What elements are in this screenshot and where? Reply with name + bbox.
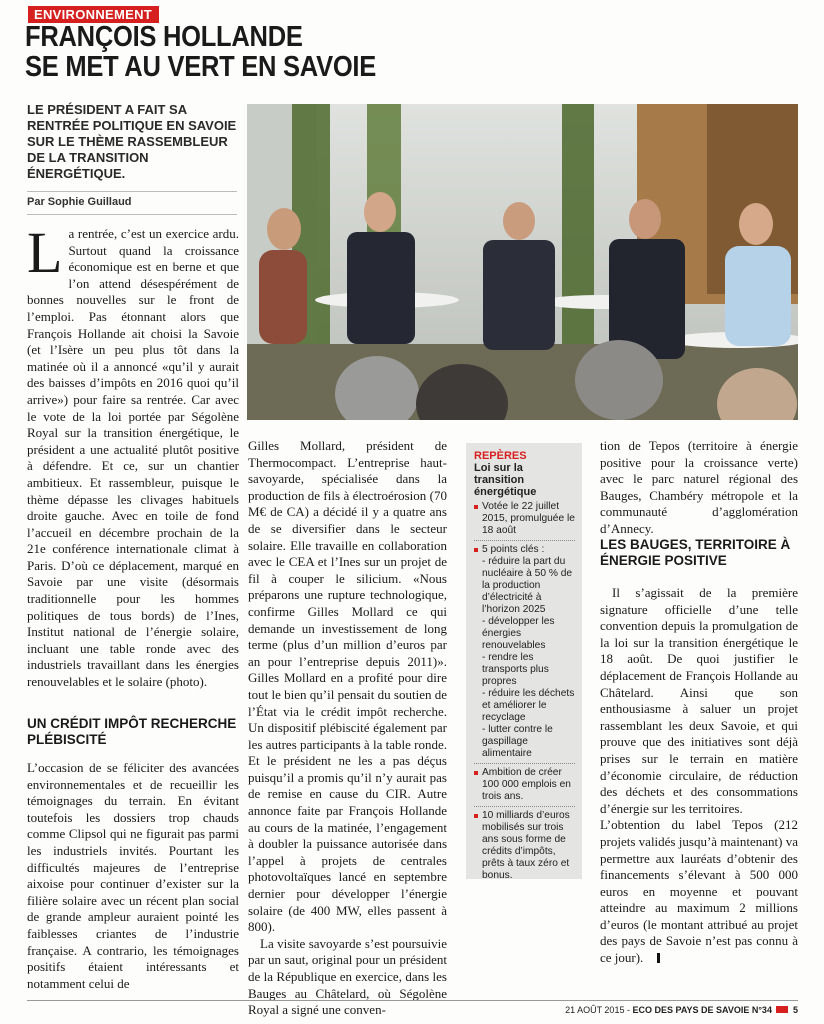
- sidebar-item: Votée le 22 juillet 2015, promulguée le 18 août: [474, 501, 575, 537]
- reperes-sidebar: [466, 443, 582, 879]
- paragraph: tion de Tepos (territoire à énergie positive pour la croissance verte) avec le parc naturel régional des Bauges, Chambéry métropole et la communauté d’agglomération d’Annecy.: [600, 438, 798, 536]
- page-footer: [565, 1005, 798, 1015]
- page-number: 5: [792, 1005, 798, 1015]
- paragraph: La visite savoyarde s’est poursuivie par un saut, original pour un président de la République en exercice, dans les Bauges au Châtelard, où Ségolène Royal a signé une conven-: [248, 935, 447, 1018]
- paragraph-text: L’obtention du label Tepos (212 projets validés jusqu’à maintenant) va permettre aux lauréats d’obtenir des financements s’élevant à 500 000 euros en moyenne et pouvant atteindre au maximum 2 millions d’euros (le montant attribué au projet des pays de Savoie n’est pas connu à ce jour).: [600, 817, 798, 966]
- divider: [474, 763, 575, 764]
- article-photo: [247, 104, 798, 420]
- paragraph: [600, 817, 798, 966]
- column-4: [600, 438, 798, 538]
- divider: [474, 806, 575, 807]
- footer-divider: [27, 1000, 798, 1001]
- end-of-article-mark: [657, 953, 660, 963]
- column-1: [27, 220, 239, 691]
- sidebar-subitem: - développer les énergies renouvelables: [482, 616, 555, 651]
- footer-publication: ECO DES PAYS DE SAVOIE N°34: [632, 1005, 772, 1015]
- column-1-continued: [27, 760, 239, 992]
- byline-divider: [27, 191, 237, 192]
- sidebar-item: 10 milliards d’euros mobilisés sur trois ans sous forme de crédits d’impôts, prêts à taux zéro et bonus.: [474, 810, 575, 882]
- sidebar-subtitle: Loi sur la transition énergétique: [474, 462, 537, 498]
- sidebar-subitem: - réduire la part du nucléaire à 50 % de la production d’électricité à l’horizon 2025: [482, 556, 573, 615]
- subheading: LES BAUGES, TERRITOIRE À ÉNERGIE POSITIVE: [600, 537, 791, 568]
- subheading: UN CRÉDIT IMPÔT RECHERCHE PLÉBISCITÉ: [27, 716, 237, 747]
- column-2: [248, 438, 447, 1019]
- sidebar-subitem: - réduire les déchets et améliorer le recyclage: [482, 688, 575, 723]
- section-rubric: ENVIRONNEMENT: [28, 6, 159, 23]
- sidebar-title: REPÈRES: [474, 450, 527, 462]
- standfirst: LE PRÉSIDENT A FAIT SA RENTRÉE POLITIQUE EN SAVOIE SUR LE THÈME RASSEMBLEUR DE LA TRANSITION ÉNERGÉTIQUE.: [27, 102, 237, 181]
- headline-line-2: SE MET AU VERT EN SAVOIE: [25, 51, 376, 83]
- paragraph: L’occasion de se féliciter des avancées environnementales et de recueillir les témoignages du terrain. En évitant toutefois les dossiers trop chauds comme Clipsol qui ne figurait pas parmi les industriels invités. Pourtant les difficultés majeures de l’entreprise aixoise pour continuer d’exister sur la filière solaire avec un récent plan social de grande ampleur auraient pointé les faiblesses criantes de l’industrie française. A contrario, les témoignages positifs étaient intéressants et notamment celui de: [27, 760, 239, 991]
- paragraph: a rentrée, c’est un exercice ardu. Surtout quand la croissance économique est en berne et que l’on attend désespérément de bonnes nouvelles sur le front de l’emploi. Pas étonnant alors que François Hollande ait choisi la Savoie (et l’Isère un peu plus tôt dans la matinée où il a annoncé «qu’il y aurait des baisses d’impôts en 2016 quoi qu’il arrive») pour faire sa rentrée. Car avec le vote de la loi portée par Ségolène Royal sur la transition énergétique, le président a une actualité plutôt positive à défendre. Et ce, sur un chantier ambitieux. Et rassembleur, puisque le thème dépasse les clivages habituels droite gauche. Avec en toile de fond l’accueil en décembre prochain de la 21e conférence internationale climat à Paris. D’où ce déplacement, marqué en Savoie par une visite (désormais traditionnelle pour les hommes politiques de tous bords) de l’Ines, Institut national de l’énergie solaire, incluant une table ronde avec des industriels travaillant dans les énergies renouvelables et le solaire (photo).: [27, 226, 239, 690]
- sidebar-subitem: - rendre les transports plus propres: [482, 652, 549, 687]
- paragraph: Gilles Mollard, président de Thermocompact. L’entreprise haut-savoyarde, spécialisée dans la production de fils à électroérosion (70 M€ de CA) a décidé il y a quatre ans de se diversifier dans le secteur solaire. Elle travaille en collaboration avec le CEA et l’Ines sur un projet de fil à couper le silicium. «Nous préparons une rupture technologique, confirme Gilles Mollard ce qui demande un investissement de long terme (plus d’un million d’euros par an pour l’entreprise depuis 2011)». Gilles Mollard en a profité pour dire tout le bien qu’il pensait du soutien de l’État via le crédit impôt recherche. Un dispositif plébiscité également par les autres participants à la table ronde. Et le président ne les a pas déçus puisqu’il a promis qu’il n’y aurait pas de remise en cause du CIR. Autre annonce faite par François Hollande au cours de la matinée, l’engagement à doubler la puissance autorisée dans l’appel à projets de centrales photovoltaïques lancé en septembre dernier pour développer l’énergie solaire (de 400 MW, elles passent à 800).: [248, 438, 447, 935]
- column-4-continued: [600, 585, 798, 967]
- divider: [474, 540, 575, 541]
- sidebar-subitem: - lutter contre le gaspillage alimentaire: [482, 724, 553, 759]
- sidebar-item: Ambition de créer 100 000 emplois en trois ans.: [474, 767, 575, 803]
- sidebar-item: 5 points clés :: [474, 544, 575, 556]
- byline-divider: [27, 214, 237, 215]
- round-table-photo: [247, 104, 798, 420]
- headline: [25, 22, 376, 82]
- footer-date: 21 AOÛT 2015 -: [565, 1005, 630, 1015]
- drop-cap: L: [27, 220, 63, 285]
- flag-icon: [776, 1006, 788, 1013]
- paragraph: Il s’agissait de la première signature officielle d’une telle convention depuis la promulgation de la loi sur la transition énergétique le 18 août. De quoi justifier le déplacement de François Hollande au Châtelard. Ainsi que son enthousiasme à saluer un projet rassemblant les deux Savoie, et qui prouve que des initiatives sont déjà prises sur le terrain en matière d’économie circulaire, de réduction des déchets et des consommations d’énergie sur les territoires.: [600, 585, 798, 816]
- headline-line-1: FRANÇOIS HOLLANDE: [25, 21, 303, 53]
- byline: Par Sophie Guillaud: [27, 196, 132, 208]
